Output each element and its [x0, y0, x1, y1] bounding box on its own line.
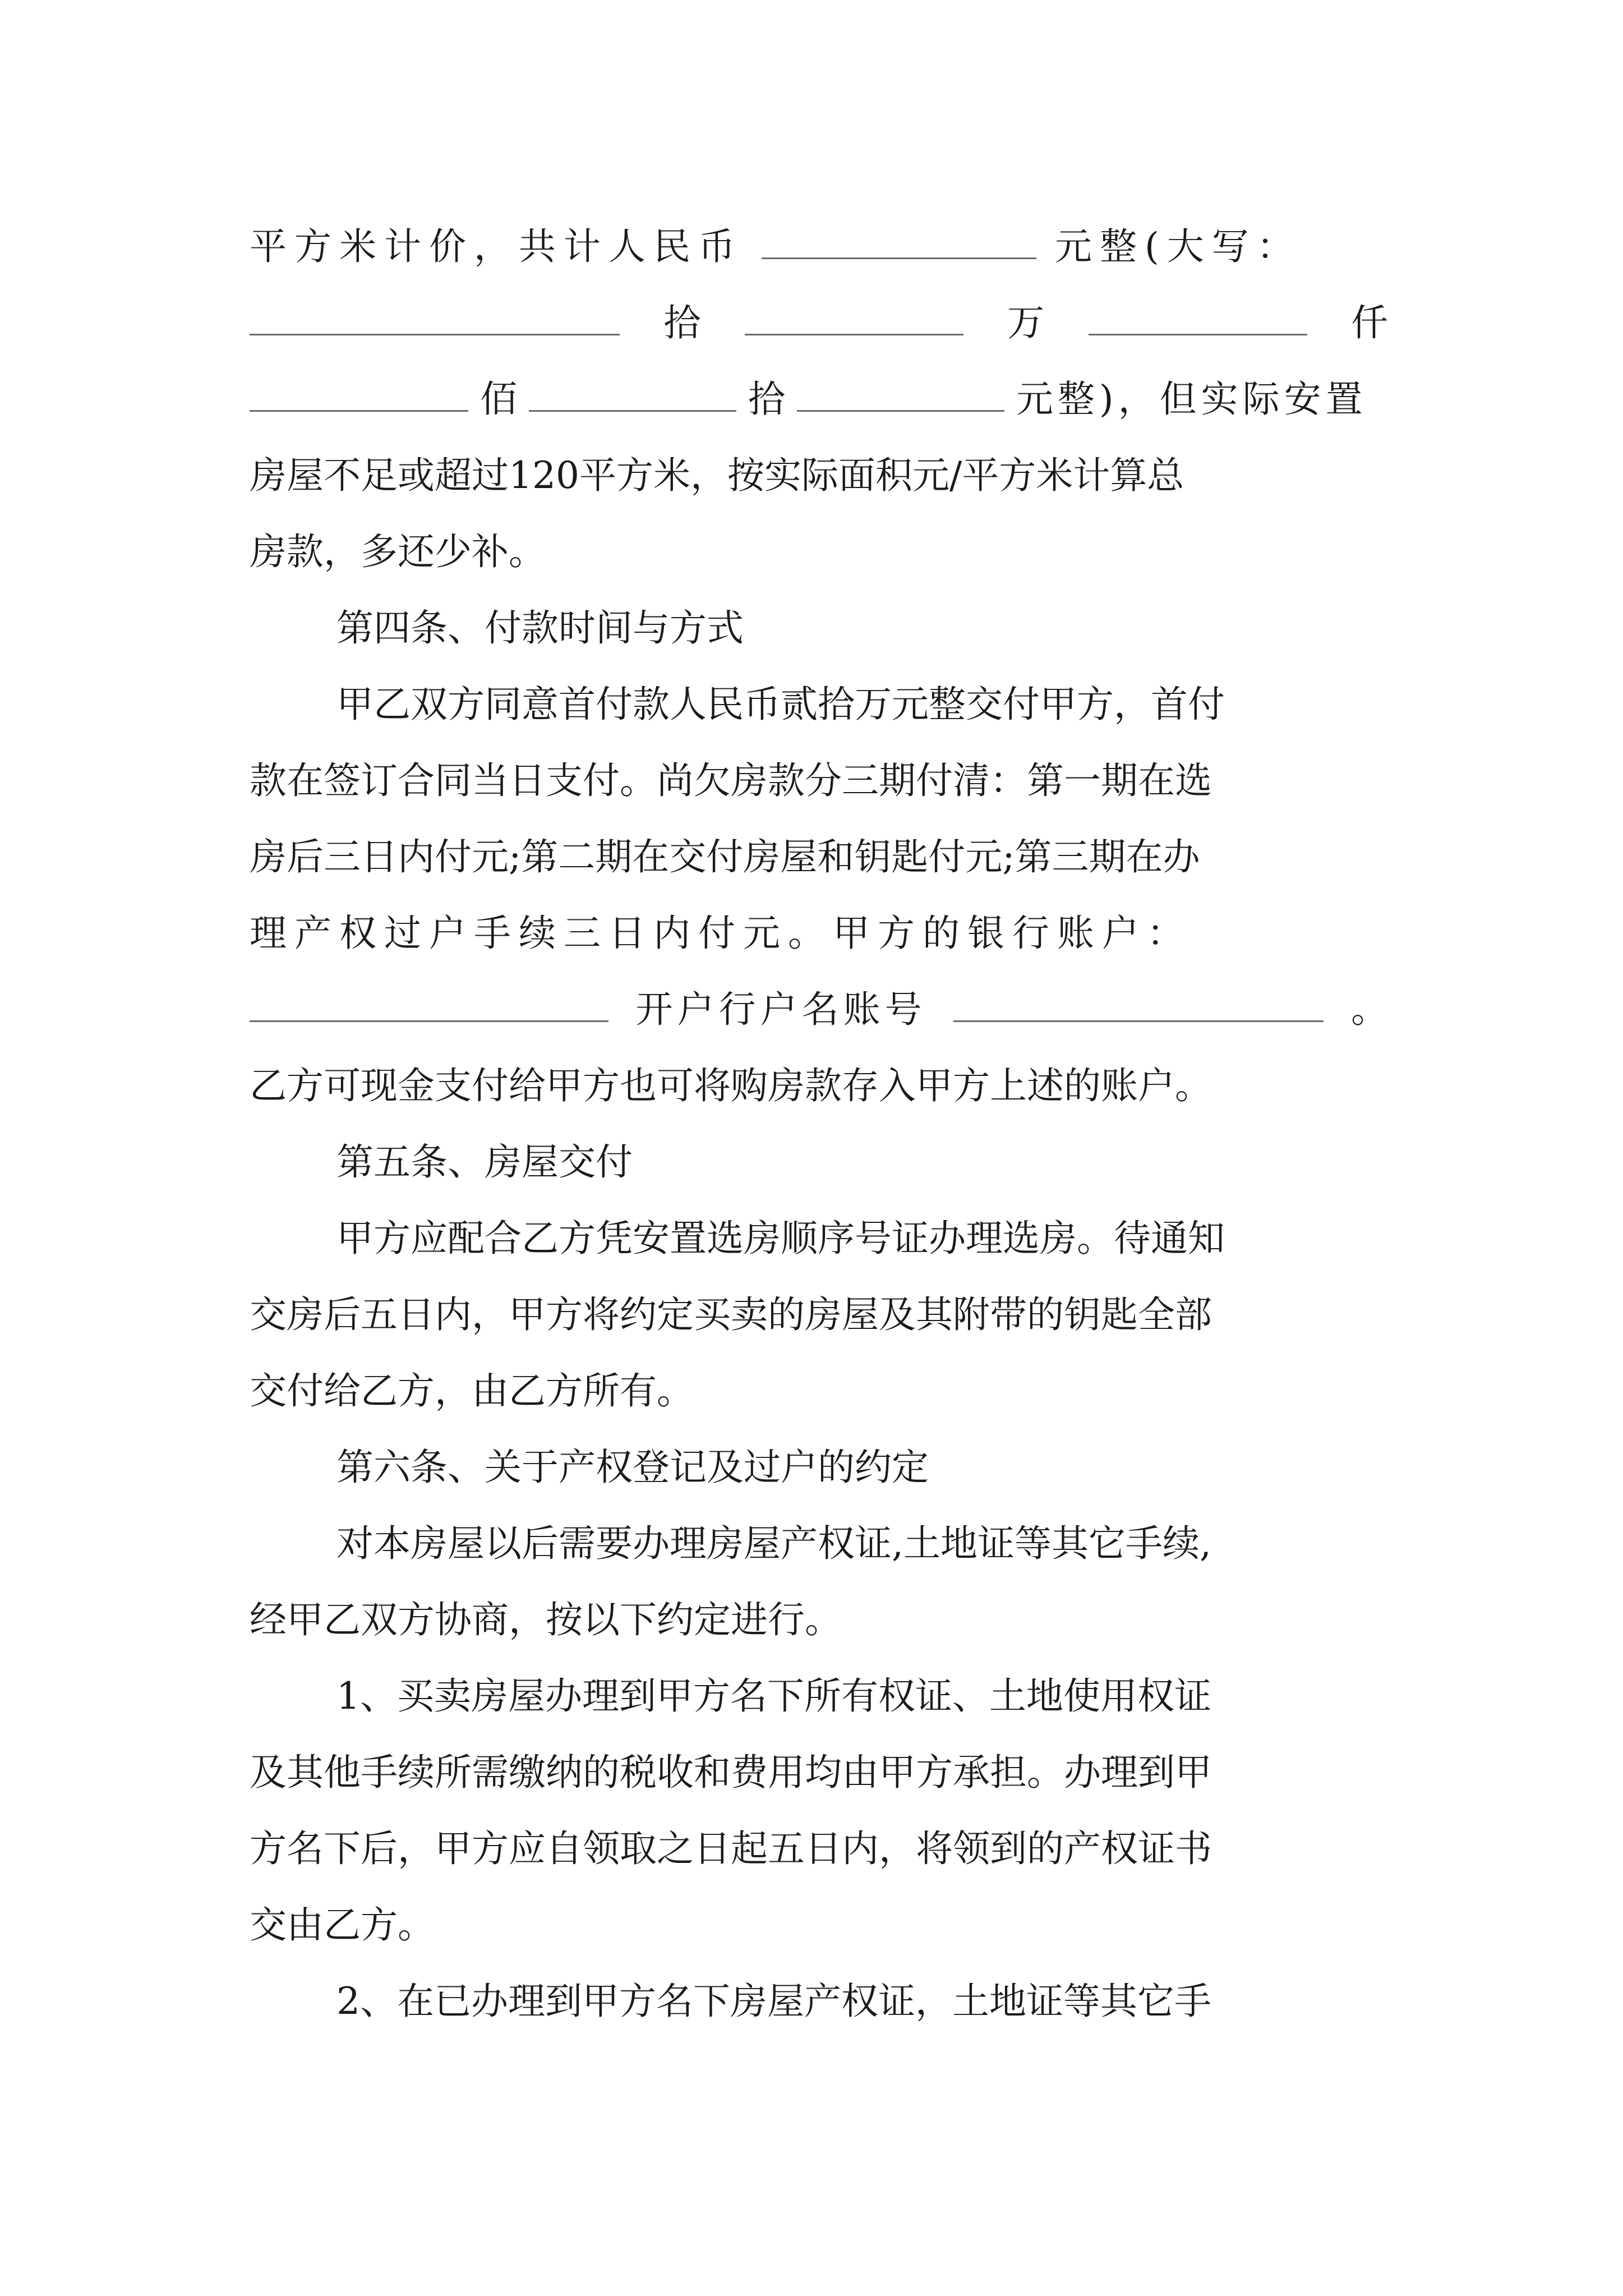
- text-line: 交房后五日内，甲方将约定买卖的房屋及其附带的钥匙全部: [250, 1293, 1212, 1336]
- text-line: 对本房屋以后需要办理房屋产权证,土地证等其它手续,: [336, 1522, 1211, 1565]
- bank-info-label: 开户行户名账号: [635, 988, 926, 1031]
- unit-wan-label: 万: [1007, 301, 1045, 344]
- price-text: 平方米计价，共计人民币: [250, 225, 743, 268]
- unit-qian-label: 仟: [1350, 301, 1388, 344]
- list-item-2: 2、在已办理到甲方名下房屋产权证，土地证等其它手: [336, 1980, 1211, 2023]
- text-line: [250, 979, 1388, 1041]
- capital-blank-1[interactable]: [250, 297, 620, 335]
- text-line: 房屋不足或超过120平方米，按实际面积元/平方米计算总: [250, 454, 1184, 497]
- bank-account-blank-2[interactable]: [953, 983, 1324, 1022]
- unit-shi-label: 拾: [748, 378, 785, 421]
- unit-bai-label: 佰: [479, 378, 517, 421]
- capital-blank-6[interactable]: [797, 373, 1004, 412]
- text-line: 房款，多还少补。: [250, 530, 546, 573]
- text-line: 乙方可现金支付给甲方也可将购房款存入甲方上述的账户。: [250, 1064, 1212, 1107]
- text-line: 理产权过户手续三日内付元。甲方的银行账户：: [250, 912, 1192, 955]
- period-mark: 。: [1350, 988, 1388, 1031]
- text-line: 房后三日内付元;第二期在交付房屋和钥匙付元;第三期在办: [250, 835, 1200, 878]
- text-line: 经甲乙双方协商，按以下约定进行。: [250, 1598, 842, 1641]
- text-line: 交付给乙方，由乙方所有。: [250, 1369, 694, 1412]
- price-suffix-text: 元整)，但实际安置: [1016, 378, 1367, 421]
- text-line: 甲乙双方同意首付款人民币贰拾万元整交付甲方，首付: [336, 683, 1225, 726]
- text-line: [250, 369, 1388, 430]
- text-line: [250, 216, 1388, 278]
- total-amount-blank[interactable]: [762, 220, 1036, 259]
- text-line: 交由乙方。: [250, 1903, 435, 1947]
- text-line: 款在签订合同当日支付。尚欠房款分三期付清：第一期在选: [250, 759, 1212, 802]
- unit-shi-label: 拾: [663, 301, 701, 344]
- article-5-heading: 第五条、房屋交付: [336, 1140, 633, 1184]
- text-line: 及其他手续所需缴纳的税收和费用均由甲方承担。办理到甲: [250, 1751, 1212, 1794]
- price-capital-label: 元整(大写：: [1054, 225, 1302, 268]
- article-6-heading: 第六条、关于产权登记及过户的约定: [336, 1446, 929, 1489]
- article-4-heading: 第四条、付款时间与方式: [336, 606, 744, 650]
- capital-blank-5[interactable]: [529, 373, 736, 412]
- list-item-1: 1、买卖房屋办理到甲方名下所有权证、土地使用权证: [336, 1674, 1211, 1718]
- capital-blank-2[interactable]: [745, 297, 963, 335]
- text-line: [250, 292, 1388, 354]
- text-line: 甲方应配合乙方凭安置选房顺序号证办理选房。待通知: [336, 1217, 1225, 1260]
- text-line: 方名下后，甲方应自领取之日起五日内，将领到的产权证书: [250, 1827, 1212, 1870]
- capital-blank-4[interactable]: [250, 373, 468, 412]
- bank-account-blank-1[interactable]: [250, 983, 608, 1022]
- capital-blank-3[interactable]: [1089, 297, 1307, 335]
